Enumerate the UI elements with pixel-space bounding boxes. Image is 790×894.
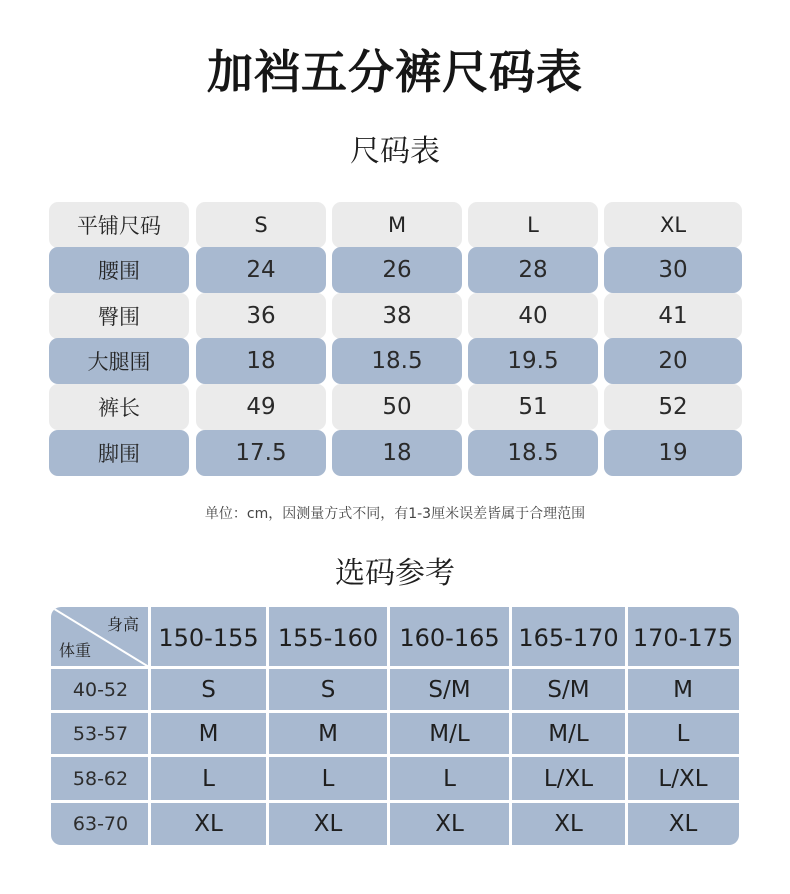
height-range-header: 155-160 <box>277 623 379 652</box>
recommended-size-cell: L <box>443 765 456 792</box>
height-axis-label: 身高 <box>106 615 139 634</box>
size-reference-table <box>51 607 739 845</box>
measurement-value: 40 <box>468 293 598 339</box>
measurement-value: 24 <box>196 247 326 293</box>
measurement-value: 52 <box>604 384 742 430</box>
measurement-value: 18.5 <box>468 430 598 476</box>
recommended-size-cell: L <box>321 765 335 792</box>
reference-title: 选码参考 <box>335 556 455 591</box>
size-header-corner: 平铺尺码 <box>49 202 189 248</box>
weight-range-label: 63-70 <box>72 812 129 835</box>
recommended-size-cell: S <box>201 676 216 703</box>
measurement-value: 28 <box>468 247 598 293</box>
size-header-cell: L <box>468 202 598 248</box>
page-title: 加裆五分裤尺码表 <box>207 45 583 99</box>
recommended-size-cell: L/XL <box>658 765 708 792</box>
recommended-size-cell: S <box>320 676 336 703</box>
recommended-size-cell: XL <box>313 810 343 837</box>
measurement-value: 38 <box>332 293 462 339</box>
recommended-size-cell: M/L <box>548 720 589 747</box>
measurement-value: 18.5 <box>332 338 462 384</box>
weight-axis-label: 体重 <box>59 641 92 660</box>
measurement-label: 腰围 <box>49 247 189 293</box>
size-header-cell: S <box>196 202 326 248</box>
recommended-size-cell: XL <box>194 810 223 837</box>
recommended-size-cell: L/XL <box>543 765 594 792</box>
measurement-value: 17.5 <box>196 430 326 476</box>
weight-range-label: 58-62 <box>72 767 129 790</box>
size-chart-table <box>49 202 742 476</box>
reference-corner-header <box>51 607 149 667</box>
measurement-value: 41 <box>604 293 742 339</box>
size-chart-title: 尺码表 <box>350 134 440 169</box>
height-range-header: 165-170 <box>518 623 619 652</box>
measurement-value: 20 <box>604 338 742 384</box>
measurement-value: 18 <box>196 338 326 384</box>
measurement-value: 51 <box>468 384 598 430</box>
recommended-size-cell: M <box>318 720 338 747</box>
weight-range-label: 53-57 <box>72 722 129 745</box>
size-header-cell: XL <box>604 202 742 248</box>
measurement-value: 50 <box>332 384 462 430</box>
measurement-value: 30 <box>604 247 742 293</box>
height-range-header: 170-175 <box>632 623 734 652</box>
recommended-size-cell: M/L <box>429 720 470 747</box>
measurement-value: 19.5 <box>468 338 598 384</box>
measurement-value: 18 <box>332 430 462 476</box>
height-range-header: 160-165 <box>399 623 500 652</box>
recommended-size-cell: M <box>198 720 219 747</box>
weight-range-label: 40-52 <box>72 678 129 701</box>
measurement-label: 大腿围 <box>49 338 189 384</box>
measurement-label: 臀围 <box>49 293 189 339</box>
recommended-size-cell: XL <box>554 810 583 837</box>
recommended-size-cell: XL <box>435 810 464 837</box>
recommended-size-cell: M <box>673 676 693 703</box>
recommended-size-cell: S/M <box>428 676 471 703</box>
recommended-size-cell: L <box>676 720 690 747</box>
measurement-value: 19 <box>604 430 742 476</box>
measurement-value: 26 <box>332 247 462 293</box>
measurement-label: 裤长 <box>49 384 189 430</box>
height-range-header: 150-155 <box>158 623 259 652</box>
size-header-cell: M <box>332 202 462 248</box>
measurement-note: 单位：cm，因测量方式不同，有1-3厘米误差皆属于合理范围 <box>204 506 586 522</box>
recommended-size-cell: L <box>202 765 215 792</box>
measurement-value: 36 <box>196 293 326 339</box>
recommended-size-cell: XL <box>668 810 698 837</box>
measurement-value: 49 <box>196 384 326 430</box>
measurement-label: 脚围 <box>49 430 189 476</box>
recommended-size-cell: S/M <box>547 676 590 703</box>
